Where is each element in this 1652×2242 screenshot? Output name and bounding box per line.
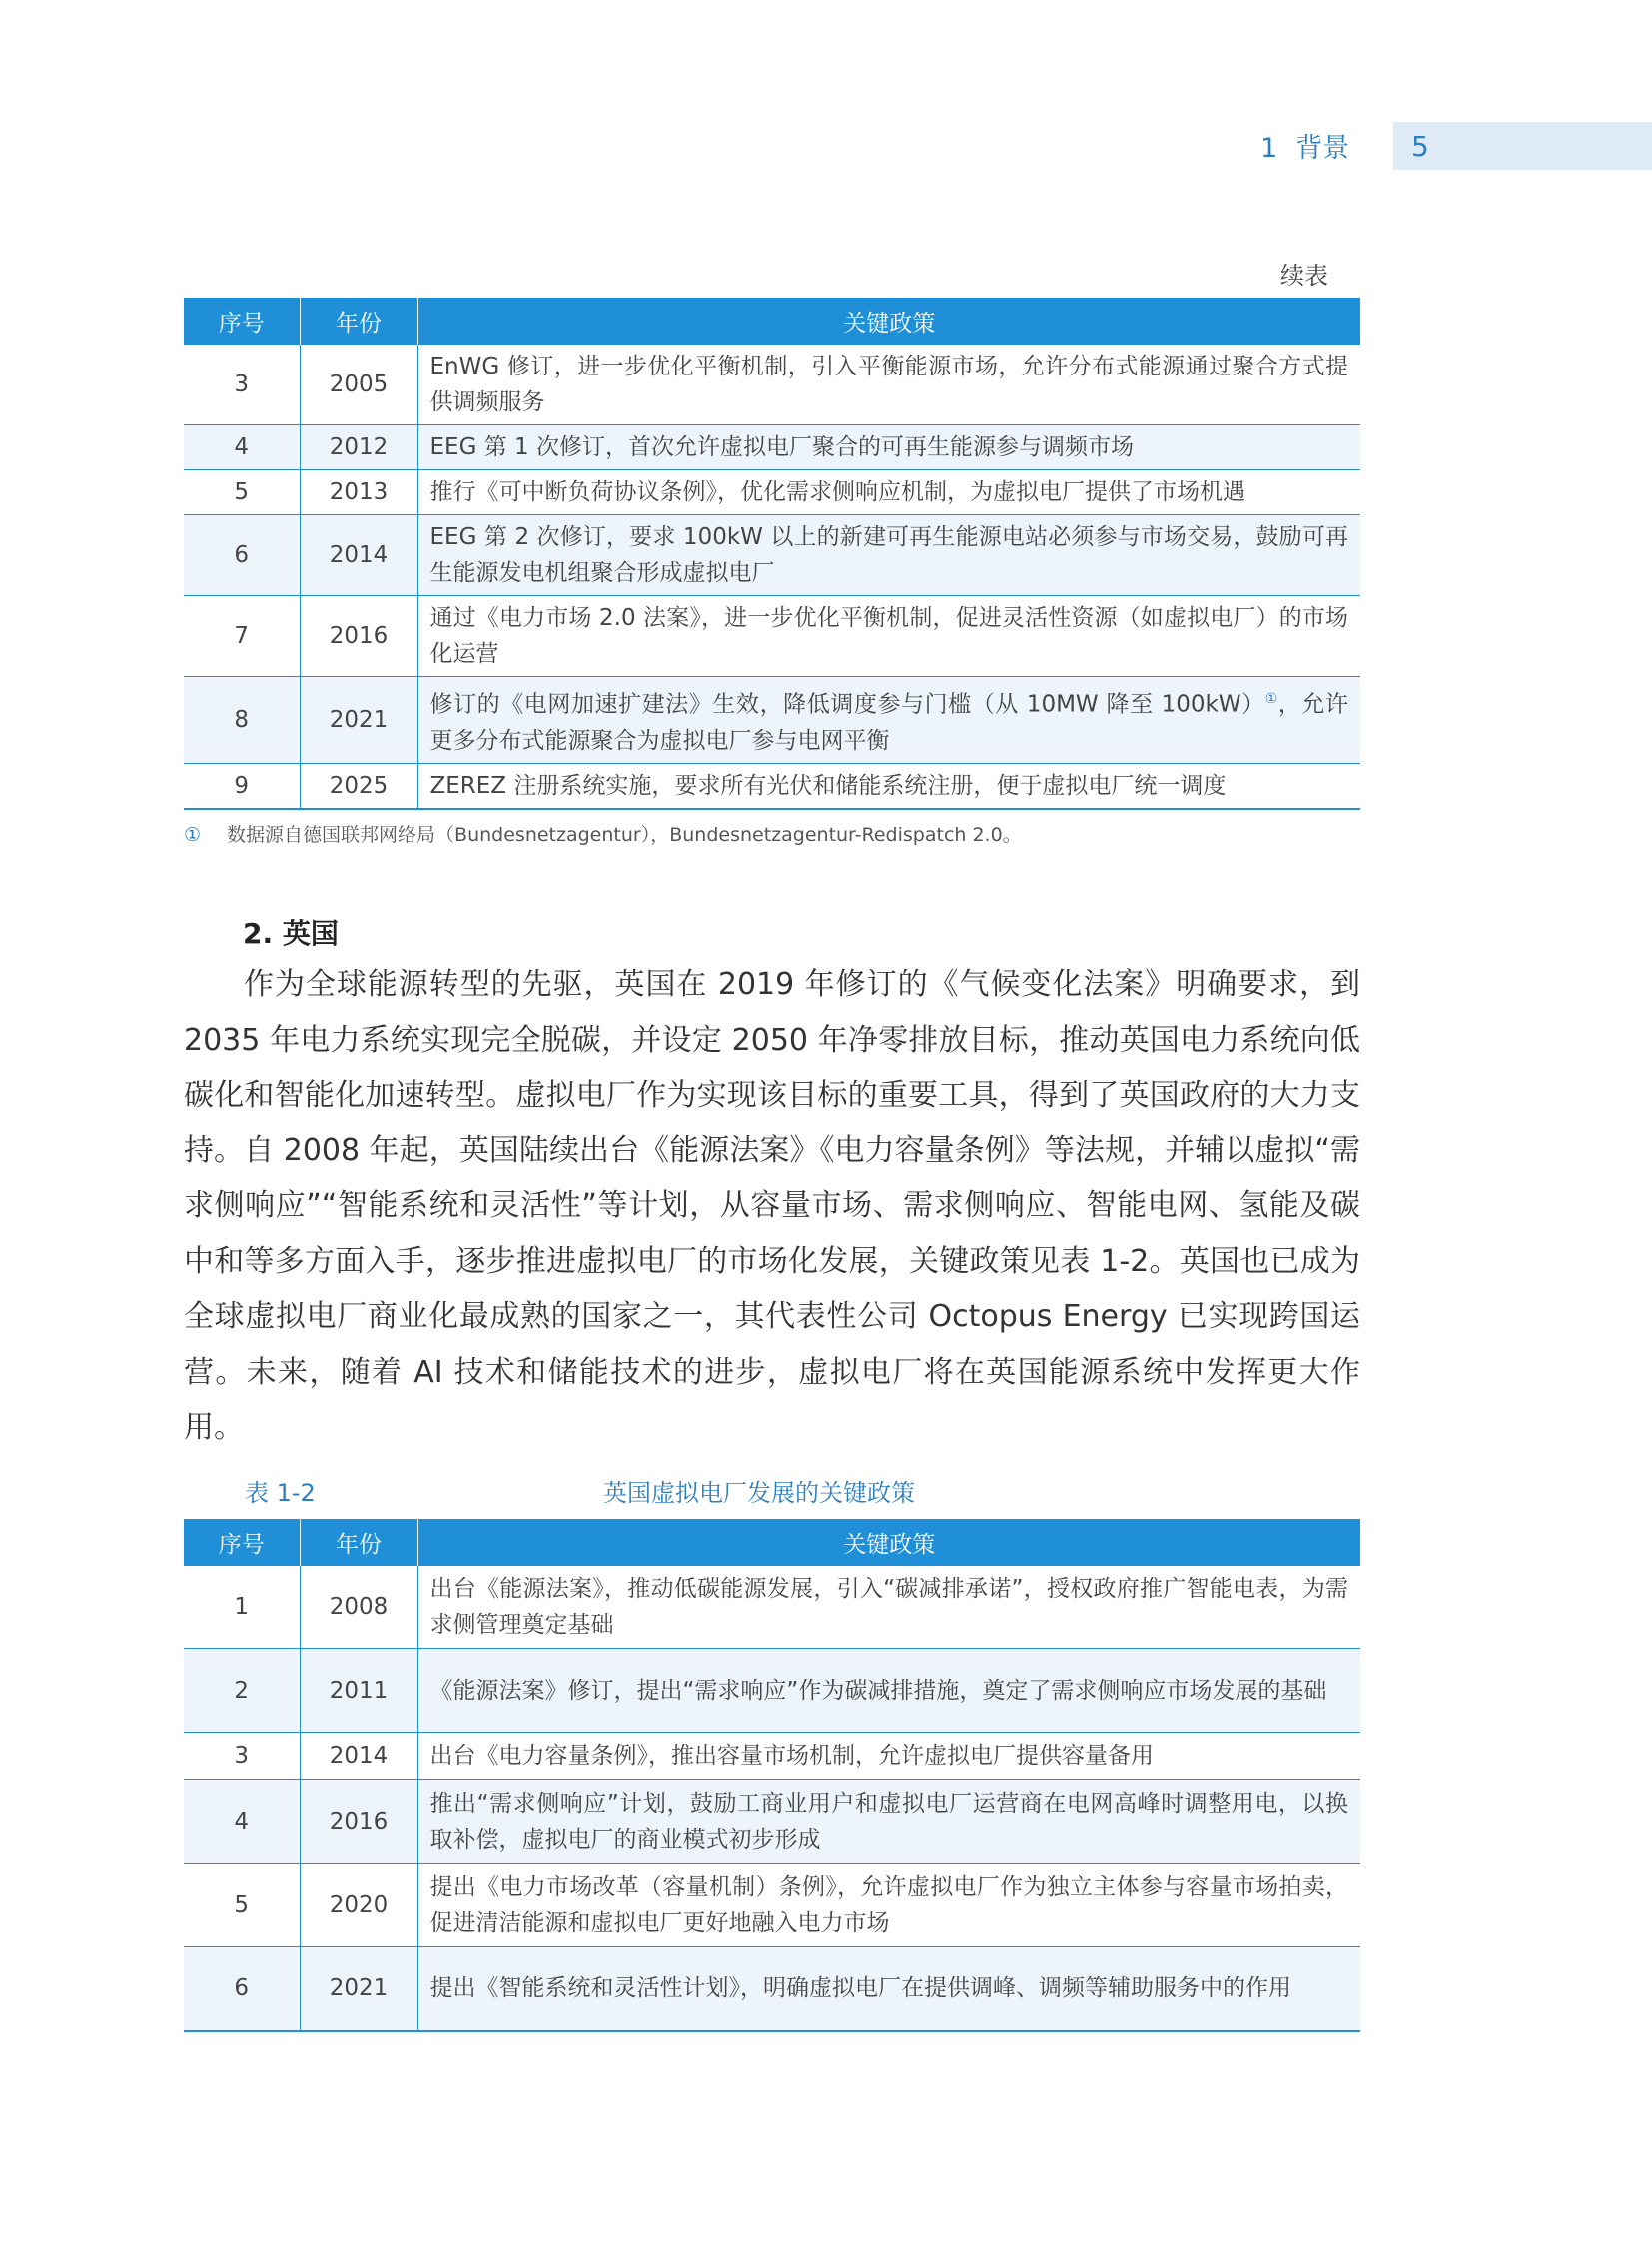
body-paragraph: 作为全球能源转型的先驱，英国在 2019 年修订的《气候变化法案》明确要求，到 2035 年电力系统实现完全脱碳，并设定 2050 年净零排放目标，推动英国电力系统向低碳化和智能化加速转型。虚拟电厂作为实现该目标的重要工具，得到了英国政府的大力支持。自 2008 年起，英国陆续出台《能源法案》《电力容量条例》等法规，并辅以虚拟“需求侧响应”“智能系统和灵活性”等计划，从容量市场、需求侧响应、智能电网、氢能及碳中和等多方面入手，逐步推进虚拟电厂的市场化发展，关键政策见表 1-2。英国也已成为全球虚拟电厂商业化最成熟的国家之一，其代表性公司 Octopus Energy 已实现跨国运营。未来，随着 AI 技术和储能技术的进步，虚拟电厂将在英国能源系统中发挥更大作用。 — [184, 967, 1360, 1445]
row-policy: 提出《电力市场改革（容量机制）条例》，允许虚拟电厂作为独立主体参与容量市场拍卖，促进清洁能源和虚拟电厂更好地融入电力市场 — [417, 1864, 1360, 1947]
row-no: 9 — [184, 763, 300, 809]
row-year: 2021 — [300, 677, 417, 764]
row-no: 4 — [184, 425, 300, 470]
table-number: 表 1-2 — [245, 1479, 316, 1507]
row-no: 3 — [184, 345, 300, 425]
table-row — [184, 470, 1360, 515]
row-policy: EEG 第 2 次修订，要求 100kW 以上的新建可再生能源电站必须参与市场交易，鼓励可再生能源发电机组聚合形成虚拟电厂 — [417, 515, 1360, 596]
row-policy: 推出“需求侧响应”计划，鼓励工商业用户和虚拟电厂运营商在电网高峰时调整用电，以换取补偿，虚拟电厂的商业模式初步形成 — [417, 1780, 1360, 1864]
row-no: 2 — [184, 1649, 300, 1733]
table-header-row — [184, 298, 1360, 345]
row-no: 1 — [184, 1566, 300, 1649]
row-no: 5 — [184, 470, 300, 515]
row-no: 4 — [184, 1780, 300, 1864]
row-year: 2016 — [300, 596, 417, 677]
row-year: 2016 — [300, 1780, 417, 1864]
row-policy: EEG 第 1 次修订，首次允许虚拟电厂聚合的可再生能源参与调频市场 — [417, 425, 1360, 470]
page-number-tab — [1393, 122, 1652, 170]
table-header-row — [184, 1519, 1360, 1566]
row-year: 2008 — [300, 1566, 417, 1649]
table-row — [184, 345, 1360, 425]
chapter-title: 背景 — [1295, 133, 1350, 164]
row-year: 2005 — [300, 345, 417, 425]
row-no: 6 — [184, 1947, 300, 2031]
row-policy: 推行《可中断负荷协议条例》，优化需求侧响应机制，为虚拟电厂提供了市场机遇 — [417, 470, 1360, 515]
footnote-mark: ① — [184, 824, 202, 846]
table-row — [184, 677, 1360, 764]
row-policy: 提出《智能系统和灵活性计划》，明确虚拟电厂在提供调峰、调频等辅助服务中的作用 — [417, 1947, 1360, 2031]
footnote-text: 数据源自德国联邦网络局（Bundesnetzagentur），Bundesnetzagentur-Redispatch 2.0。 — [227, 824, 1022, 846]
row-policy: 《能源法案》修订，提出“需求响应”作为碳减排措施，奠定了需求侧响应市场发展的基础 — [417, 1649, 1360, 1733]
header-year: 年份 — [300, 1519, 417, 1566]
table-row — [184, 515, 1360, 596]
row-year: 2014 — [300, 1733, 417, 1780]
row-year: 2021 — [300, 1947, 417, 2031]
row-year: 2011 — [300, 1649, 417, 1733]
row-no: 7 — [184, 596, 300, 677]
table-row — [184, 1566, 1360, 1649]
row-no: 6 — [184, 515, 300, 596]
header-policy: 关键政策 — [417, 1519, 1360, 1566]
row-no: 8 — [184, 677, 300, 764]
row-year: 2013 — [300, 470, 417, 515]
row-policy: 出台《能源法案》，推动低碳能源发展，引入“碳减排承诺”，授权政府推广智能电表，为需求侧管理奠定基础 — [417, 1566, 1360, 1649]
header-no: 序号 — [184, 1519, 300, 1566]
row-year: 2012 — [300, 425, 417, 470]
row-policy-part-b: ，允许更多分布式能源聚合为虚拟电厂参与电网平衡 — [429, 691, 1349, 754]
table-row — [184, 596, 1360, 677]
table-title: 英国虚拟电厂发展的关键政策 — [603, 1479, 915, 1507]
header-no: 序号 — [184, 298, 300, 345]
running-header-chapter — [1260, 126, 1349, 165]
row-no: 5 — [184, 1864, 300, 1947]
row-year: 2025 — [300, 763, 417, 809]
footnote-reference[interactable]: ① — [1264, 691, 1278, 707]
row-policy: ZEREZ 注册系统实施，要求所有光伏和储能系统注册，便于虚拟电厂统一调度 — [417, 763, 1360, 809]
row-policy: 通过《电力市场 2.0 法案》，进一步优化平衡机制，促进灵活性资源（如虚拟电厂）的市场化运营 — [417, 596, 1360, 677]
table-row — [184, 1649, 1360, 1733]
table-row — [184, 1947, 1360, 2031]
row-year: 2014 — [300, 515, 417, 596]
table-row — [184, 1733, 1360, 1780]
header-policy: 关键政策 — [417, 298, 1360, 345]
chapter-number: 1 — [1260, 133, 1278, 164]
header-year: 年份 — [300, 298, 417, 345]
continued-table-label: 续表 — [1280, 262, 1328, 290]
section-title: 2. 英国 — [243, 917, 339, 950]
table-row — [184, 763, 1360, 809]
footnote — [184, 820, 1022, 847]
table-row — [184, 1864, 1360, 1947]
page-number: 5 — [1411, 130, 1429, 163]
row-policy-part-a: 修订的《电网加速扩建法》生效，降低调度参与门槛（从 10MW 降至 100kW） — [429, 691, 1265, 718]
table-row — [184, 425, 1360, 470]
uk-policy-table — [184, 1519, 1360, 2032]
row-policy — [417, 677, 1360, 764]
row-no: 3 — [184, 1733, 300, 1780]
germany-policy-table-continued — [184, 298, 1360, 810]
row-policy: 出台《电力容量条例》，推出容量市场机制，允许虚拟电厂提供容量备用 — [417, 1733, 1360, 1780]
table-row — [184, 1780, 1360, 1864]
row-year: 2020 — [300, 1864, 417, 1947]
row-policy: EnWG 修订，进一步优化平衡机制，引入平衡能源市场，允许分布式能源通过聚合方式提供调频服务 — [417, 345, 1360, 425]
